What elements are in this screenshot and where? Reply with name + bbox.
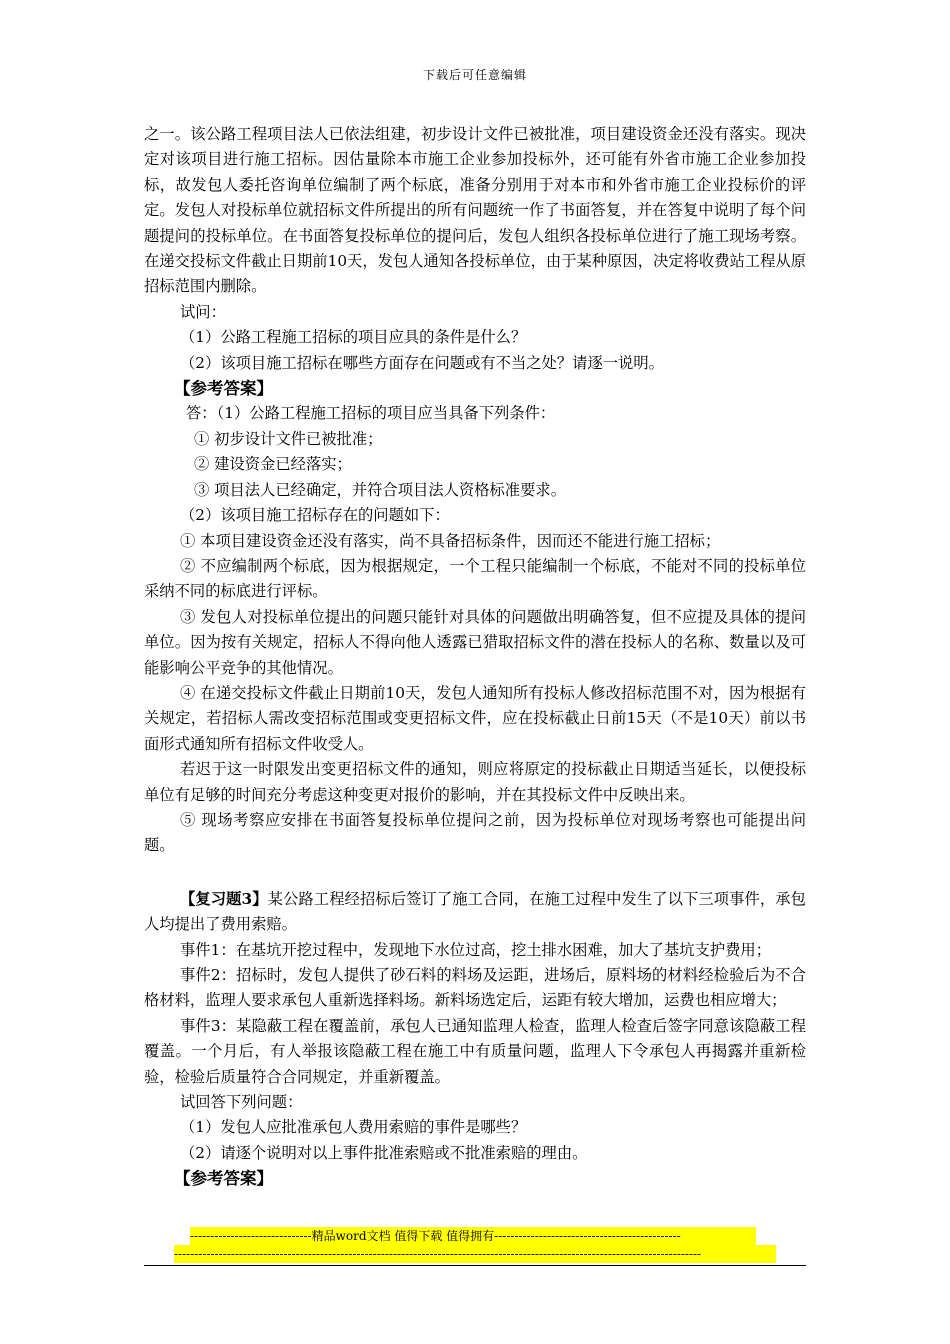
answer-2-intro: （2）该项目施工招标存在的问题如下： (180, 506, 450, 525)
question-3-1: （1）发包人应批准承包人费用索赔的事件是哪些？ (180, 1118, 527, 1137)
answer-1-intro: 答：（1）公路工程施工招标的项目应当具备下列条件： (186, 404, 556, 423)
problem-3: ③ 发包人对投标单位提出的问题只能针对具体的问题做出明确答复，但不应提及具体的提问单位。因为按有关规定，招标人不得向他人透露已猎取招标文件的潜在投标人的名称、数量以及可能影响公平竞争的其他情况。 (144, 607, 806, 677)
condition-3: ③ 项目法人已经确定，并符合项目法人资格标准要求。 (194, 480, 566, 499)
problem-4: ④ 在递交投标文件截止日期前10天，发包人通知所有投标人修改招标范围不对，因为根据有关规定，若招标人需改变招标范围或变更招标文件，应在投标截止日前15天（不是10天）前以书面形式通知所有招标文件收受人。 (144, 683, 806, 753)
page-footer (144, 1227, 806, 1266)
problem-5: ⑤ 现场考察应安排在书面答复投标单位提问之前，因为投标单位对现场考察也可能提出问题。 (144, 810, 806, 855)
review-question-3 (144, 887, 806, 938)
answer-heading: 【参考答案】 (174, 379, 273, 399)
event-3: 事件3：某隐蔽工程在覆盖前，承包人已通知监理人检查，监理人检查后签字同意该隐蔽工程覆盖。一个月后，有人举报该隐蔽工程在施工中有质量问题，监理人下令承包人再揭露并重新检验，检验后质量符合合同规定，并重新覆盖。 (144, 1016, 806, 1086)
page-header: 下载后可任意编辑 (422, 68, 527, 82)
intro-paragraph: 之一。该公路工程项目法人已依法组建，初步设计文件已被批准，项目建设资金还没有落实。现决定对该项目进行施工招标。因估量除本市施工企业参加投标外，还可能有外省市施工企业参加投标，故发包人委托咨询单位编制了两个标底，准备分别用于对本市和外省市施工企业投标价的评定。发包人对投标单位就招标文件所提出的所有问题统一作了书面答复，并在答复中说明了每个问题提问的投标单位。在书面答复投标单位的提问后，发包人组织各投标单位进行了施工现场考察。在递交投标文件截止日期前10天，发包人通知各投标单位，由于某种原因，决定将收费站工程从原招标范围内删除。 (144, 125, 806, 296)
footer-banner: ------------------------------精品word文档 值得下载 值得拥有---------------------------------------------- (190, 1227, 756, 1245)
footer-dash-line: ---------------------------------------------------------------------------------------------------------------------------------- (174, 1245, 776, 1263)
answer-heading-2: 【参考答案】 (174, 1169, 273, 1189)
question-1: （1）公路工程施工招标的项目应具的条件是什么？ (180, 328, 527, 347)
event-2: 事件2：招标时，发包人提供了砂石料的料场及运距，进场后，原料场的材料经检验后为不合格材料，监理人要求承包人重新选择料场。新料场选定后，运距有较大增加，运费也相应增大； (144, 966, 806, 1010)
document-body (144, 122, 806, 1192)
condition-1: ① 初步设计文件已被批准； (194, 429, 383, 448)
review-3-label: 【复习题3】 (180, 889, 268, 908)
problem-2: ② 不应编制两个标底，因为根据规定，一个工程只能编制一个标底，不能对不同的投标单位采纳不同的标底进行评标。 (144, 556, 806, 601)
question-3-2: （2）请逐个说明对以上事件批准索赔或不批准索赔的理由。 (180, 1143, 588, 1162)
review-3-text: 某公路工程经招标后签订了施工合同，在施工过程中发生了以下三项事件，承包人均提出了费用索赔。 (144, 889, 806, 934)
question-label: 试问： (180, 302, 226, 321)
event-1: 事件1：在基坑开挖过程中，发现地下水位过高，挖土排水困难，加大了基坑支护费用； (180, 940, 772, 959)
problem-4-continued: 若迟于这一时限发出变更招标文件的通知，则应将原定的投标截止日期适当延长，以便投标单位有足够的时间充分考虑这种变更对报价的影响，并在其投标文件中反映出来。 (144, 760, 806, 804)
question-2: （2）该项目施工招标在哪些方面存在问题或有不当之处？请逐一说明。 (180, 353, 664, 372)
footer-rule (144, 1265, 806, 1266)
condition-2: ② 建设资金已经落实； (194, 455, 352, 474)
problem-1: ① 本项目建设资金还没有落实，尚不具备招标条件，因而还不能进行施工招标； (180, 531, 721, 550)
section-gap (144, 859, 806, 887)
question-label-2: 试回答下列问题： (180, 1093, 303, 1112)
